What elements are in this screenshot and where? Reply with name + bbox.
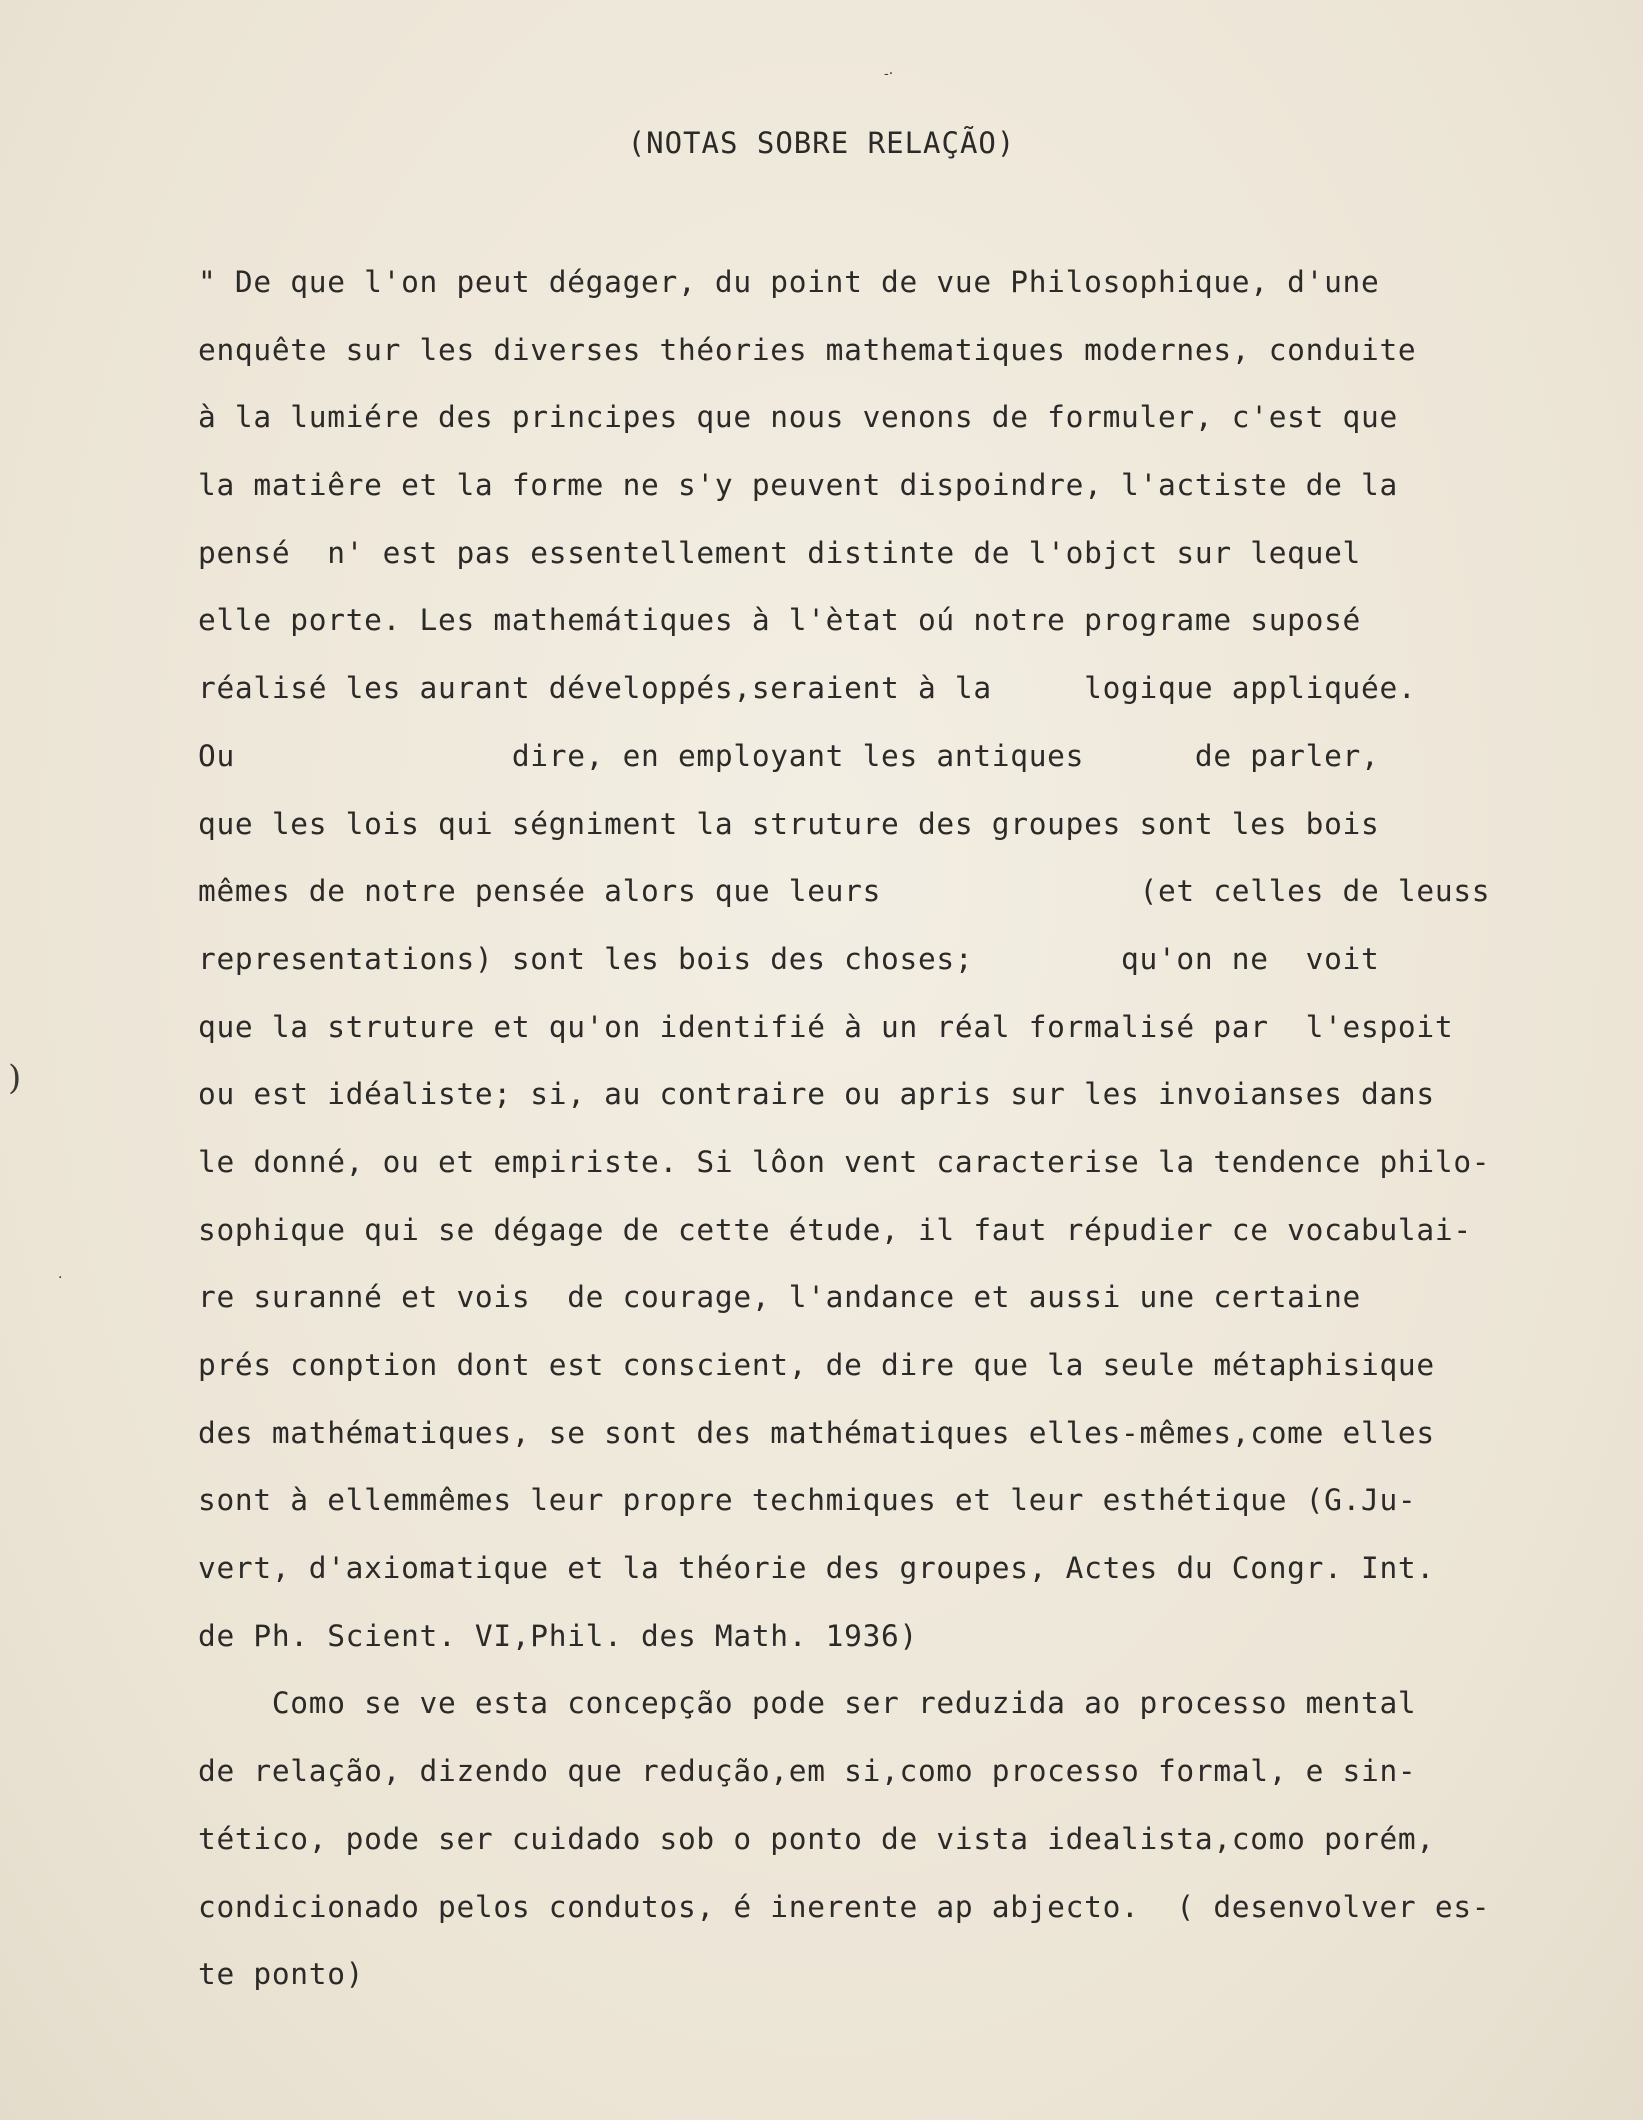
- text-line: pensé n' est pas essentellement distinte de l'objct sur lequel: [198, 535, 1362, 570]
- text-line: elle porte. Les mathemátiques à l'ètat oú notre programe suposé: [198, 603, 1362, 638]
- text-line: sont à ellemmêmes leur propre techmiques et leur esthétique (G.Ju-: [198, 1483, 1417, 1518]
- text-line: Como se ve esta concepção pode ser reduzida ao processo mental: [198, 1686, 1417, 1721]
- text-line: re suranné et vois de courage, l'andance et aussi une certaine: [198, 1280, 1362, 1315]
- margin-mark: ): [8, 1058, 22, 1098]
- margin-mark: -·: [884, 66, 894, 82]
- text-line: que les lois qui ségniment la struture des groupes sont les bois: [198, 806, 1380, 841]
- text-line: la matiêre et la forme ne s'y peuvent dispoindre, l'actiste de la: [198, 468, 1398, 503]
- text-line: te ponto): [198, 1957, 365, 1992]
- text-line: mêmes de notre pensée alors que leurs (et celles de leuss: [198, 874, 1491, 909]
- text-line: réalisé les aurant développés,seraient à la logique appliquée.: [198, 671, 1417, 706]
- text-line: tético, pode ser cuidado sob o ponto de vista idealista,como porém,: [198, 1821, 1435, 1856]
- paragraph: [198, 262, 1598, 1683]
- text-line: de Ph. Scient. VI,Phil. des Math. 1936): [198, 1618, 918, 1653]
- text-line: representations) sont les bois des choses; qu'on ne voit: [198, 941, 1380, 976]
- page-title: (NOTAS SOBRE RELAÇÃO): [627, 126, 1016, 160]
- text-line: le donné, ou et empiriste. Si lôon vent caracterise la tendence philo-: [198, 1144, 1491, 1179]
- text-line: ou est idéaliste; si, au contraire ou apris sur les invoianses dans: [198, 1077, 1435, 1112]
- text-line: " De que l'on peut dégager, du point de vue Philosophique, d'une: [198, 265, 1380, 299]
- text-line: prés conption dont est conscient, de dire que la seule métaphisique: [198, 1348, 1435, 1382]
- text-line: vert, d'axiomatique et la théorie des groupes, Actes du Congr. Int.: [198, 1551, 1435, 1586]
- text-line: Ou dire, en employant les antiques de parler,: [198, 738, 1380, 773]
- body-text: [198, 262, 1598, 2022]
- text-line: à la lumiére des principes que nous venons de formuler, c'est que: [198, 400, 1398, 435]
- text-line: enquête sur les diverses théories mathematiques modernes, conduite: [198, 332, 1417, 367]
- text-line: condicionado pelos condutos, é inerente ap abjecto. ( desenvolver es-: [198, 1889, 1491, 1924]
- paragraph: [198, 1683, 1598, 2021]
- text-line: sophique qui se dégage de cette étude, il faut répudier ce vocabulai-: [198, 1212, 1472, 1247]
- text-line: que la struture et qu'on identifié à un réal formalisé par l'espoit: [198, 1009, 1454, 1044]
- margin-mark: ·: [58, 1270, 63, 1286]
- text-line: de relação, dizendo que redução,em si,como processo formal, e sin-: [198, 1754, 1417, 1789]
- text-line: des mathématiques, se sont des mathématiques elles-mêmes,come elles: [198, 1415, 1435, 1450]
